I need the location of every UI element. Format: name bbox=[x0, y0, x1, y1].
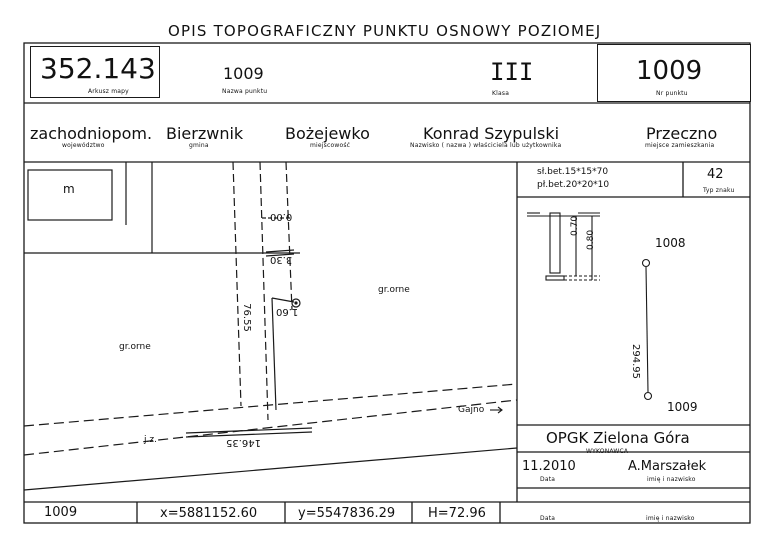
executor-person-label: imię i nazwisko bbox=[647, 476, 696, 483]
sheet-label: Arkusz mapy bbox=[88, 88, 129, 95]
dimension-14635: 146.35 bbox=[226, 437, 261, 448]
owner: Konrad Szypulski bbox=[423, 124, 560, 143]
class-value: III bbox=[490, 58, 534, 86]
marker-spec-top: sł.bet.15*15*70 bbox=[537, 167, 609, 177]
marker-type-label: Typ znaku bbox=[703, 187, 735, 194]
building-label: m bbox=[63, 182, 75, 196]
footer-point: 1009 bbox=[44, 505, 78, 520]
voivodeship-label: województwo bbox=[62, 142, 105, 149]
executor-date: 11.2010 bbox=[522, 459, 576, 474]
dimension-7655: 76.55 bbox=[240, 303, 252, 332]
second-date-label: Data bbox=[540, 515, 556, 522]
marker-type: 42 bbox=[707, 167, 724, 182]
dimension-330: 3.30 bbox=[270, 254, 293, 265]
second-person-label: imię i nazwisko bbox=[646, 515, 695, 522]
executor-person: A.Marszałek bbox=[628, 459, 707, 474]
neighbor-point-bottom: 1009 bbox=[667, 400, 698, 414]
footer-x: x=5881152.60 bbox=[160, 506, 258, 521]
locality-label: miejscowość bbox=[310, 142, 351, 149]
executor-company: OPGK Zielona Góra bbox=[546, 429, 690, 447]
footer-y: y=5547836.29 bbox=[298, 506, 396, 521]
dimension-160: 1.60 bbox=[276, 306, 299, 317]
point-name-label: Nazwa punktu bbox=[222, 88, 268, 95]
depth-080: 0.80 bbox=[586, 229, 596, 250]
commune: Bierzwnik bbox=[166, 124, 244, 143]
neighbor-point-top: 1008 bbox=[655, 236, 686, 250]
locality: Bożejewko bbox=[285, 124, 370, 143]
direction-label: Gajno bbox=[458, 405, 485, 415]
commune-label: gmina bbox=[189, 142, 209, 149]
road-label: j.z. bbox=[144, 435, 157, 445]
neighbor-distance: 294.95 bbox=[630, 344, 641, 379]
executor-company-label: WYKONAWCA bbox=[586, 448, 629, 455]
residence: Przeczno bbox=[646, 124, 718, 143]
depth-070: 0.70 bbox=[570, 215, 580, 236]
class-label: Klasa bbox=[492, 90, 510, 97]
page-title: OPIS TOPOGRAFICZNY PUNKTU OSNOWY POZIOMEJ bbox=[168, 22, 602, 40]
footer-h: H=72.96 bbox=[428, 506, 486, 521]
owner-label: Nazwisko ( nazwa ) właściciela lub użytkownika bbox=[410, 142, 562, 149]
point-no: 1009 bbox=[636, 56, 703, 86]
field-label-right: gr.orne bbox=[378, 285, 410, 295]
point-name: 1009 bbox=[223, 64, 264, 83]
point-no-label: Nr punktu bbox=[656, 90, 688, 97]
dimension-000: 0.00 bbox=[270, 211, 293, 222]
field-label-left: gr.orne bbox=[119, 342, 151, 352]
sheet-number: 352.143 bbox=[40, 52, 156, 85]
executor-date-label: Data bbox=[540, 476, 556, 483]
marker-spec-bottom: pł.bet.20*20*10 bbox=[537, 180, 610, 190]
outer-frame bbox=[24, 43, 750, 523]
voivodeship: zachodniopom. bbox=[30, 124, 153, 143]
residence-label: miejsce zamieszkania bbox=[645, 142, 715, 149]
